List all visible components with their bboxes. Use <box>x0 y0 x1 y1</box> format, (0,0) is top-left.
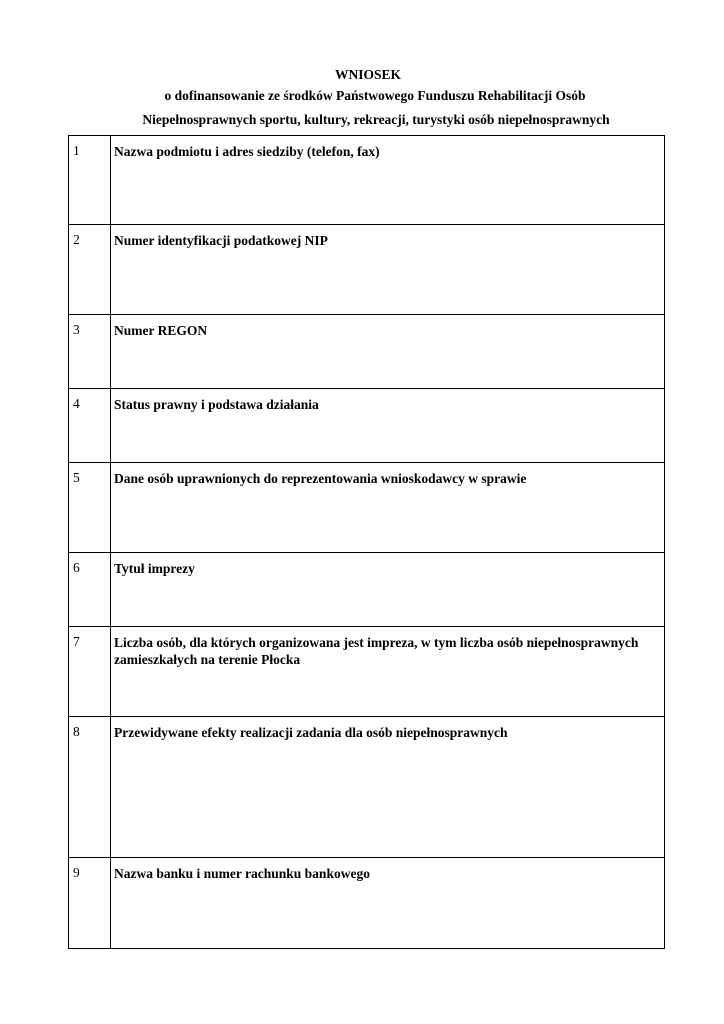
row-number-cell <box>69 136 111 225</box>
row-number: 2 <box>73 232 80 247</box>
form-row-2 <box>69 225 665 315</box>
row-number: 1 <box>73 143 80 158</box>
row-number-cell <box>69 858 111 949</box>
document-subtitle-line1: o dofinansowanie ze środków Państwowego Funduszu Rehabilitacji Osób <box>164 88 586 103</box>
field-label: Numer identyfikacji podatkowej NIP <box>114 233 328 248</box>
field-entry-cell[interactable] <box>111 553 665 627</box>
form-row-3 <box>69 315 665 389</box>
row-number: 4 <box>73 396 80 411</box>
row-number-cell <box>69 225 111 315</box>
field-label: Status prawny i podstawa działania <box>114 397 319 412</box>
row-number: 8 <box>73 724 80 739</box>
field-entry-cell[interactable] <box>111 225 665 315</box>
form-row-8 <box>69 717 665 858</box>
field-entry-cell[interactable] <box>111 136 665 225</box>
row-number-cell <box>69 389 111 463</box>
row-number-cell <box>69 463 111 553</box>
document-title: WNIOSEK <box>334 67 402 82</box>
field-entry-cell[interactable] <box>111 315 665 389</box>
application-form-table <box>68 135 665 949</box>
form-row-9 <box>69 858 665 949</box>
row-number: 3 <box>73 322 80 337</box>
field-label: Tytuł imprezy <box>114 561 195 576</box>
field-label: Przewidywane efekty realizacji zadania dla osób niepełnosprawnych <box>114 725 508 740</box>
field-entry-cell[interactable] <box>111 389 665 463</box>
field-entry-cell[interactable] <box>111 858 665 949</box>
form-row-1 <box>69 136 665 225</box>
field-label: Nazwa podmiotu i adres siedziby (telefon, fax) <box>114 144 380 159</box>
field-entry-cell[interactable] <box>111 627 665 717</box>
document-subtitle-line2: Niepełnosprawnych sportu, kultury, rekreacji, turystyki osób niepełnosprawnych <box>142 112 610 127</box>
row-number: 9 <box>73 865 80 880</box>
row-number: 5 <box>73 470 80 485</box>
form-row-6 <box>69 553 665 627</box>
row-number: 6 <box>73 560 80 575</box>
field-label: Dane osób uprawnionych do reprezentowania wnioskodawcy w sprawie <box>114 471 527 486</box>
form-row-7 <box>69 627 665 717</box>
field-entry-cell[interactable] <box>111 717 665 858</box>
form-row-5 <box>69 463 665 553</box>
field-label: Nazwa banku i numer rachunku bankowego <box>114 866 370 881</box>
form-row-4 <box>69 389 665 463</box>
row-number-cell <box>69 717 111 858</box>
row-number: 7 <box>73 634 80 649</box>
field-entry-cell[interactable] <box>111 463 665 553</box>
field-label: Liczba osób, dla których organizowana jest impreza, w tym liczba osób niepełnosprawnych zamieszkałych na terenie Płocka <box>114 635 639 667</box>
row-number-cell <box>69 315 111 389</box>
row-number-cell <box>69 553 111 627</box>
field-label: Numer REGON <box>114 323 208 338</box>
row-number-cell <box>69 627 111 717</box>
